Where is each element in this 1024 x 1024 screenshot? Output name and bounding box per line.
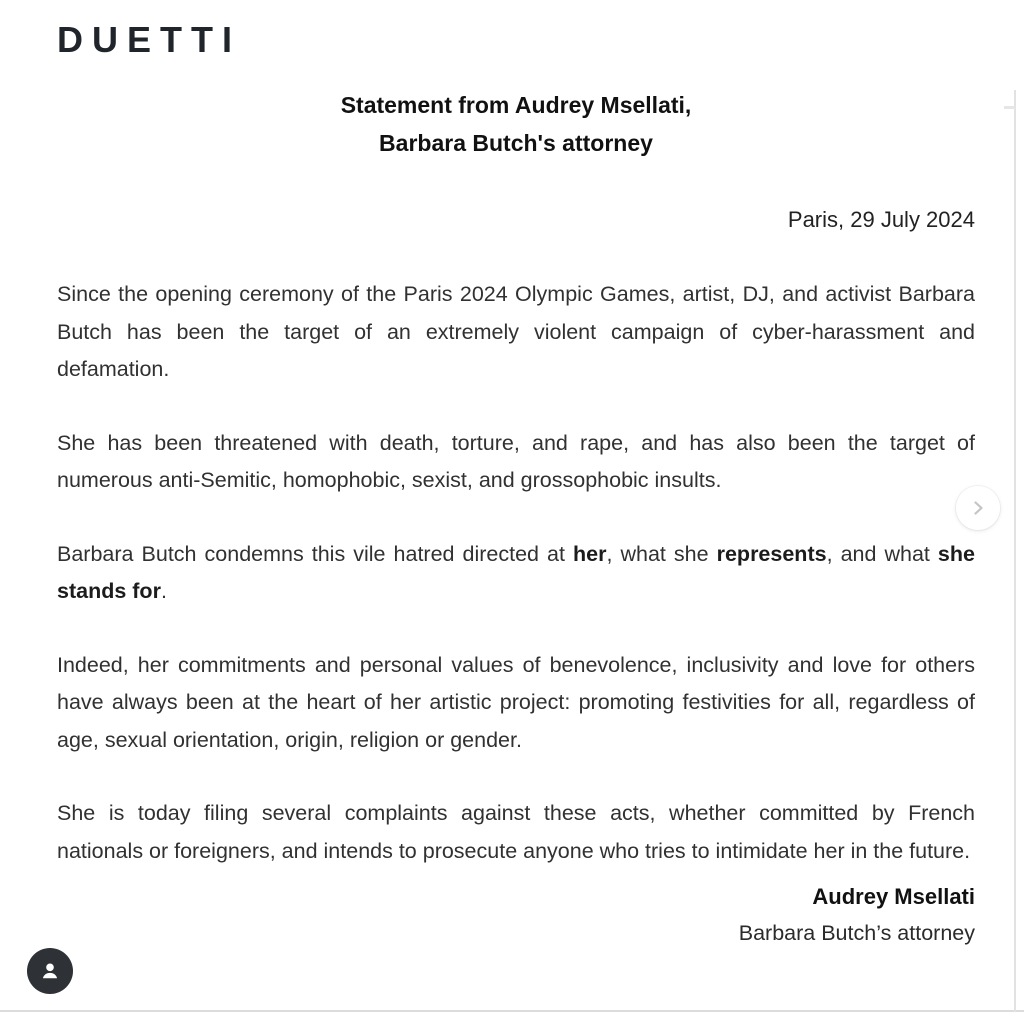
carousel-next-button[interactable] <box>956 486 1000 530</box>
profile-avatar[interactable] <box>27 948 73 994</box>
signature-block <box>57 879 975 951</box>
statement-title-line-1: Statement from Audrey Msellati, <box>340 92 692 118</box>
statement-title-line-2: Barbara Butch's attorney <box>379 130 653 156</box>
duetti-logo: DUETTI <box>57 19 241 60</box>
statement-paragraph: She is today filing several complaints against these acts, whether committed by French nationals or foreigners, and intends to prosecute anyone who tries to intimidate her in the future. <box>57 801 975 863</box>
statement-title <box>57 86 975 162</box>
statement-paragraph: Indeed, her commitments and personal values of benevolence, inclusivity and love for others have always been at the heart of her artistic project: promoting festivities for all, regardless of age, sexual orientation, origin, religion or gender. <box>57 652 975 752</box>
signature-name: Audrey Msellati <box>812 884 975 909</box>
statement-paragraph: She has been threatened with death, torture, and rape, and has also been the target of numerous anti-Semitic, homophobic, sexist, and grossophobic insults. <box>57 430 975 492</box>
statement-body <box>57 276 975 870</box>
statement-paragraph: Since the opening ceremony of the Paris 2024 Olympic Games, artist, DJ, and activist Barbara Butch has been the target of an extremely violent campaign of cyber-harassment and defamation. <box>57 282 975 381</box>
dateline: Paris, 29 July 2024 <box>787 207 975 232</box>
chevron-right-icon <box>966 496 990 520</box>
next-card-tick <box>1004 106 1015 109</box>
person-icon <box>37 958 63 984</box>
signature-role: Barbara Butch’s attorney <box>738 921 975 945</box>
statement-paragraph: Barbara Butch condemns this vile hatred directed at her, what she represents, and what she stands for. <box>57 541 975 603</box>
next-card-edge <box>1014 90 1016 1012</box>
